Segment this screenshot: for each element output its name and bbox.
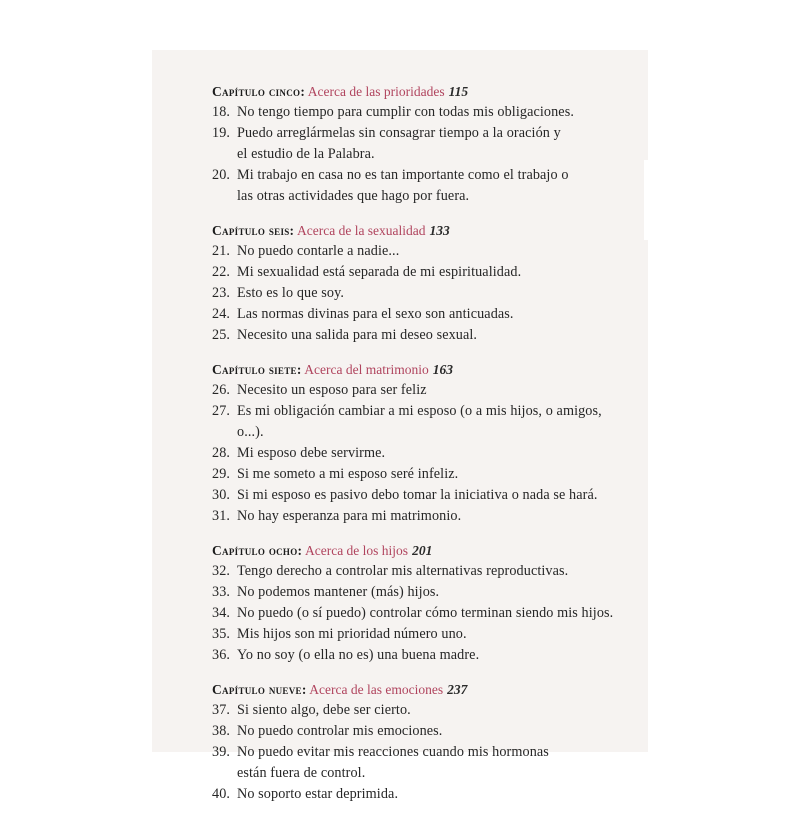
item-text [237,784,632,805]
chapter-section [212,222,632,346]
item-text [237,401,632,443]
list-item [212,742,632,784]
item-number: 38. [212,723,231,739]
chapter-section [212,361,632,527]
chapter-label: Capítulo nueve: [212,682,307,697]
item-number: 25. [212,327,231,343]
chapter-title: Acerca de las emociones [309,682,444,697]
list-item [212,784,632,805]
list-item [212,721,632,742]
chapter-heading [212,83,632,101]
chapter-section [212,681,632,805]
item-text-line: No podemos mantener (más) hijos. [237,584,440,600]
list-item [212,506,632,527]
item-text-line: No hay esperanza para mi matrimonio. [237,508,462,524]
list-item [212,283,632,304]
item-text [237,700,632,721]
item-text-line: No puedo controlar mis emociones. [237,723,443,739]
list-item [212,241,632,262]
list-item [212,401,632,443]
list-item [212,645,632,666]
item-number: 39. [212,744,231,760]
item-text-line: No soporto estar deprimida. [237,786,399,802]
chapter-page-number: 115 [448,84,469,99]
item-number: 30. [212,487,231,503]
list-item [212,603,632,624]
item-text [237,561,632,582]
page-edge-strip [644,160,648,240]
item-text-line: Tengo derecho a controlar mis alternativas reproductivas. [237,563,569,579]
chapter-heading [212,361,632,379]
chapter-label: Capítulo cinco: [212,84,306,99]
item-text [237,582,632,603]
item-text-line: Si me someto a mi esposo seré infeliz. [237,466,459,482]
item-text [237,742,632,784]
chapter-page-number: 133 [429,223,450,238]
item-number: 37. [212,702,231,718]
item-number: 26. [212,382,231,398]
list-item [212,582,632,603]
item-number: 24. [212,306,231,322]
chapter-page-number: 201 [412,543,433,558]
list-item [212,325,632,346]
list-item [212,380,632,401]
chapter-title: Acerca de las prioridades [307,84,445,99]
item-text-line: Si siento algo, debe ser cierto. [237,702,411,718]
item-text [237,262,632,283]
item-text-line: Necesito una salida para mi deseo sexual. [237,327,478,343]
item-text-line: Mi trabajo en casa no es tan importante como el trabajo o [237,167,569,183]
item-text-line: Las normas divinas para el sexo son anticuadas. [237,306,514,322]
item-number: 20. [212,167,231,183]
item-number: 29. [212,466,231,482]
list-item [212,443,632,464]
list-item [212,464,632,485]
item-text-line: Puedo arreglármelas sin consagrar tiempo a la oración y [237,125,561,141]
item-number: 34. [212,605,231,621]
item-text-line: No puedo contarle a nadie... [237,243,400,259]
item-text-line: Mi sexualidad está separada de mi espiritualidad. [237,264,522,280]
item-text [237,283,632,304]
chapter-label: Capítulo seis: [212,223,295,238]
chapter-label: Capítulo ocho: [212,543,303,558]
chapter-heading [212,542,632,560]
chapter-heading [212,222,632,240]
item-text [237,304,632,325]
item-text [237,645,632,666]
list-item [212,304,632,325]
item-text [237,485,632,506]
chapter-page-number: 163 [432,362,453,377]
list-item [212,624,632,645]
chapter-section [212,83,632,207]
item-number: 40. [212,786,231,802]
item-text [237,123,632,165]
item-text [237,506,632,527]
chapter-heading [212,681,632,699]
item-text-line: Mi esposo debe servirme. [237,445,386,461]
list-item [212,165,632,207]
item-number: 18. [212,104,231,120]
item-text-line: Mis hijos son mi prioridad número uno. [237,626,467,642]
item-text [237,721,632,742]
chapter-title: Acerca de los hijos [304,543,409,558]
chapter-section [212,542,632,666]
item-text [237,380,632,401]
item-text [237,603,632,624]
item-text-line: Es mi obligación cambiar a mi esposo (o a mis hijos, o amigos, o...). [237,403,602,440]
chapter-page-number: 237 [447,682,468,697]
item-text-line: Si mi esposo es pasivo debo tomar la iniciativa o nada se hará. [237,487,598,503]
item-number: 35. [212,626,231,642]
item-number: 28. [212,445,231,461]
item-number: 27. [212,403,231,419]
item-number: 32. [212,563,231,579]
item-text [237,325,632,346]
item-number: 21. [212,243,231,259]
item-number: 19. [212,125,231,141]
item-text-line: están fuera de control. [237,765,366,781]
list-item [212,102,632,123]
item-number: 36. [212,647,231,663]
item-number: 23. [212,285,231,301]
chapter-title: Acerca de la sexualidad [296,223,426,238]
item-text-line: Necesito un esposo para ser feliz [237,382,427,398]
item-number: 33. [212,584,231,600]
item-text [237,102,632,123]
item-text [237,464,632,485]
chapter-label: Capítulo siete: [212,362,302,377]
item-text-line: No puedo evitar mis reacciones cuando mis hormonas [237,744,549,760]
item-number: 31. [212,508,231,524]
item-text-line: No tengo tiempo para cumplir con todas mis obligaciones. [237,104,574,120]
item-text [237,241,632,262]
item-text [237,624,632,645]
list-item [212,700,632,721]
list-item [212,262,632,283]
list-item [212,123,632,165]
item-text [237,165,632,207]
chapter-title: Acerca del matrimonio [304,362,429,377]
item-text-line: Esto es lo que soy. [237,285,344,301]
item-text-line: Yo no soy (o ella no es) una buena madre. [237,647,480,663]
item-text-line: las otras actividades que hago por fuera. [237,188,470,204]
table-of-contents [212,83,632,820]
item-number: 22. [212,264,231,280]
item-text-line: No puedo (o sí puedo) controlar cómo terminan siendo mis hijos. [237,605,614,621]
item-text [237,443,632,464]
item-text-line: el estudio de la Palabra. [237,146,375,162]
book-page [152,50,648,802]
list-item [212,485,632,506]
list-item [212,561,632,582]
